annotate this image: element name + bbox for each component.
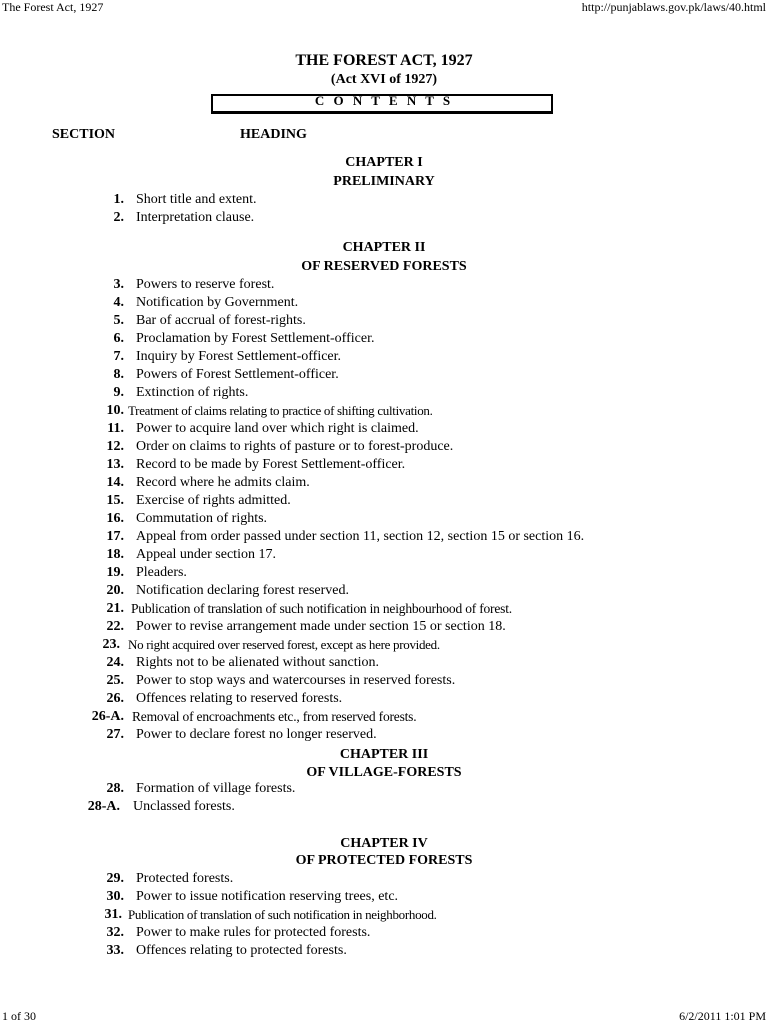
section-heading: Publication of translation of such notification in neighbourhood of forest. [131,601,512,616]
section-heading: No right acquired over reserved forest, except as here provided. [128,637,440,652]
section-number: 19. [106,565,124,580]
section-heading: Power to revise arrangement made under section 15 or section 18. [136,619,506,634]
page-header-title: The Forest Act, 1927 [2,0,104,14]
section-number: 20. [106,583,124,598]
section-number: 25. [106,673,124,688]
section-number: 2. [113,210,124,225]
document-subtitle: (Act XVI of 1927) [330,72,438,87]
section-number: 13. [106,457,124,472]
page-footer-timestamp: 6/2/2011 1:01 PM [679,1009,766,1023]
section-number: 29. [106,871,124,886]
section-heading: Power to make rules for protected forests. [136,925,371,940]
section-heading: Record where he admits claim. [136,475,310,490]
section-heading: Bar of accrual of forest-rights. [136,313,306,328]
section-number: 17. [106,529,124,544]
section-number: 9. [113,385,124,400]
column-header-section: SECTION [52,127,116,142]
section-heading: Power to acquire land over which right is claimed. [136,421,419,436]
section-heading: Power to declare forest no longer reserved. [136,727,377,742]
section-number: 3. [113,277,124,292]
chapter-title: CHAPTER III [339,747,429,762]
contents-label: C O N T E N T S [314,93,454,108]
section-number: 12. [106,439,124,454]
section-heading: Pleaders. [136,565,187,580]
section-number: 5. [113,313,124,328]
section-number: 28-A. [87,799,120,814]
section-heading: Powers of Forest Settlement-officer. [136,367,339,382]
column-header-heading: HEADING [240,127,307,142]
section-heading: Protected forests. [136,871,234,886]
section-number: 1. [113,192,124,207]
section-heading: Notification declaring forest reserved. [136,583,350,598]
page-header-url: http://punjablaws.gov.pk/laws/40.html [581,0,766,14]
section-number: 27. [106,727,124,742]
section-heading: Power to issue notification reserving trees, etc. [136,889,399,904]
section-heading: Record to be made by Forest Settlement-officer. [136,457,406,472]
section-number: 15. [106,493,124,508]
section-heading: Offences relating to reserved forests. [136,691,343,706]
section-number: 4. [113,295,124,310]
section-heading: Commutation of rights. [136,511,268,526]
section-heading: Publication of translation of such notification in neighborhood. [128,907,437,922]
section-number: 30. [106,889,124,904]
chapter-title: CHAPTER II [342,240,426,255]
section-number: 6. [113,331,124,346]
section-number: 32. [106,925,124,940]
section-number: 26. [106,691,124,706]
document-title: THE FOREST ACT, 1927 [295,52,473,69]
section-number: 31. [104,907,122,922]
section-heading: Extinction of rights. [136,385,249,400]
chapter-subtitle: OF RESERVED FORESTS [301,259,467,274]
section-heading: Appeal from order passed under section 11, section 12, section 15 or section 16. [136,529,585,544]
section-number: 11. [107,421,124,436]
section-heading: Appeal under section 17. [136,547,276,562]
chapter-subtitle: OF PROTECTED FORESTS [295,853,473,868]
section-number: 23. [102,637,120,652]
section-heading: Powers to reserve forest. [136,277,275,292]
chapter-subtitle: OF VILLAGE-FORESTS [306,765,462,780]
section-number: 7. [113,349,124,364]
section-heading: Order on claims to rights of pasture or to forest-produce. [136,439,454,454]
section-heading: Offences relating to protected forests. [136,943,347,958]
section-number: 26-A. [91,709,124,724]
section-number: 28. [106,781,124,796]
section-heading: Interpretation clause. [136,210,255,225]
section-number: 33. [106,943,124,958]
section-number: 14. [106,475,124,490]
section-number: 24. [106,655,124,670]
section-heading: Rights not to be alienated without sanction. [136,655,380,670]
chapter-title: CHAPTER IV [340,836,428,851]
section-number: 22. [106,619,124,634]
page-footer-page-count: 1 of 30 [2,1009,36,1023]
section-heading: Short title and extent. [136,192,257,207]
section-heading: Treatment of claims relating to practice of shifting cultivation. [128,403,433,418]
section-number: 18. [106,547,124,562]
section-heading: Unclassed forests. [133,799,235,814]
section-number: 8. [113,367,124,382]
section-heading: Removal of encroachments etc., from reserved forests. [132,709,417,724]
section-heading: Notification by Government. [136,295,299,310]
section-heading: Exercise of rights admitted. [136,493,291,508]
section-number: 21. [106,601,124,616]
section-heading: Inquiry by Forest Settlement-officer. [136,349,342,364]
section-number: 10. [106,403,124,418]
section-heading: Power to stop ways and watercourses in reserved forests. [136,673,456,688]
chapter-subtitle: PRELIMINARY [333,174,435,189]
section-heading: Proclamation by Forest Settlement-officer. [136,331,375,346]
chapter-title: CHAPTER I [345,155,423,170]
section-number: 16. [106,511,124,526]
section-heading: Formation of village forests. [136,781,296,796]
